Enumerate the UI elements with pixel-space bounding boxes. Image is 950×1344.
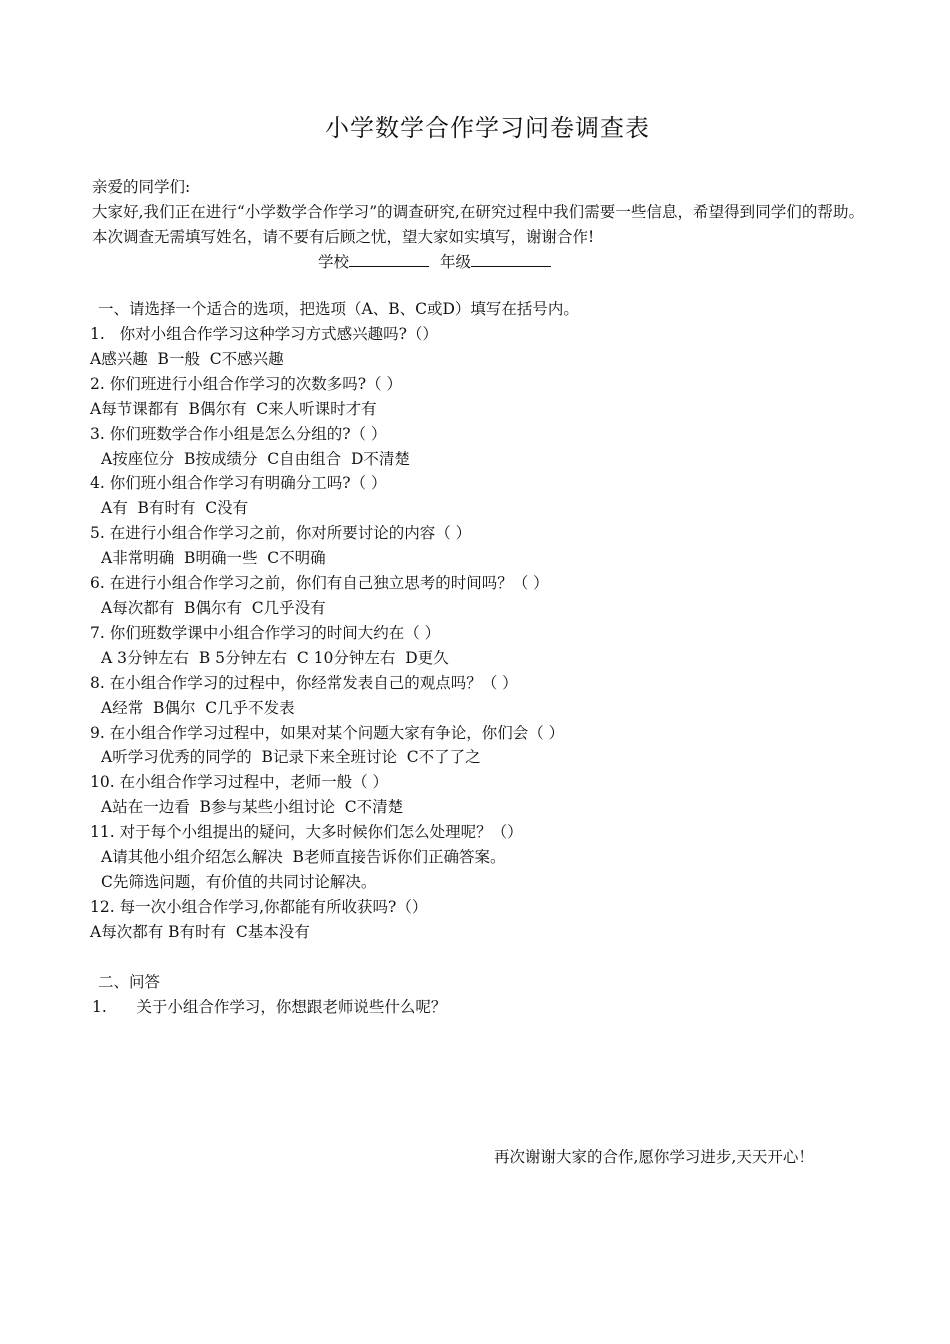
question-text: 8. 在小组合作学习的过程中，你经常发表自己的观点吗？（ ） bbox=[90, 673, 518, 692]
qa-item: 1. 关于小组合作学习，你想跟老师说些什么呢？ bbox=[92, 998, 447, 1016]
question-options: A有 B有时有 C没有 bbox=[101, 499, 249, 518]
question-text: 6. 在进行小组合作学习之前，你们有自己独立思考的时间吗？（ ） bbox=[90, 574, 549, 593]
question-text: 3. 你们班数学合作小组是怎么分组的?（ ） bbox=[90, 424, 387, 443]
section2-heading: 二、问答 bbox=[98, 973, 161, 991]
greeting: 亲爱的同学们: bbox=[92, 178, 191, 196]
question-options: C先筛选问题，有价值的共同讨论解决。 bbox=[101, 872, 377, 891]
school-grade-line bbox=[318, 250, 557, 275]
intro-paragraph: 大家好,我们正在进行“小学数学合作学习”的调查研究,在研究过程中我们需要一些信息，希望得到同学们的帮助。本次调查无需填写姓名，请不要有后顾之忧，望大家如实填写，谢谢合作! bbox=[92, 203, 864, 246]
grade-label: 年级 bbox=[439, 253, 471, 271]
question-text: 2. 你们班进行小组合作学习的次数多吗?（ ） bbox=[90, 374, 402, 393]
question-text: 5. 在进行小组合作学习之前，你对所要讨论的内容（ ） bbox=[90, 524, 472, 543]
school-label: 学校 bbox=[318, 253, 350, 271]
question-text: 12. 每一次小组合作学习,你都能有所收获吗?（） bbox=[90, 897, 428, 916]
question-text: 11. 对于每个小组提出的疑问，大多时候你们怎么处理呢？（） bbox=[90, 823, 523, 842]
question-options: A非常明确 B明确一些 C不明确 bbox=[101, 549, 326, 568]
question-options: A站在一边看 B参与某些小组讨论 C不清楚 bbox=[101, 798, 404, 817]
question-options: A每次都有 B偶尔有 C几乎没有 bbox=[101, 598, 326, 617]
question-options: A听学习优秀的同学的 B记录下来全班讨论 C不了了之 bbox=[101, 748, 481, 767]
question-options: A每次都有 B有时有 C基本没有 bbox=[90, 922, 310, 941]
grade-blank[interactable] bbox=[471, 251, 551, 267]
question-list bbox=[90, 322, 870, 945]
question-text: 9. 在小组合作学习过程中，如果对某个问题大家有争论，你们会（ ） bbox=[90, 723, 565, 742]
school-blank[interactable] bbox=[349, 251, 429, 267]
section1-heading: 一、请选择一个适合的选项，把选项（A、B、C或D）填写在括号内。 bbox=[98, 300, 579, 318]
question-options: A感兴趣 B一般 C不感兴趣 bbox=[90, 349, 284, 368]
question-text: 7. 你们班数学课中小组合作学习的时间大约在（ ） bbox=[90, 623, 441, 642]
question-text: 4. 你们班小组合作学习有明确分工吗?（ ） bbox=[90, 474, 387, 493]
question-options: A按座位分 B按成绩分 C自由组合 D不清楚 bbox=[101, 449, 410, 468]
question-options: A请其他小组介绍怎么解决 B老师直接告诉你们正确答案。 bbox=[101, 848, 506, 867]
question-text: 1. 你对小组合作学习这种学习方式感兴趣吗?（） bbox=[90, 325, 438, 343]
page-title: 小学数学合作学习问卷调查表 bbox=[325, 114, 650, 142]
question-options: A 3分钟左右 B 5分钟左右 C 10分钟左右 D更久 bbox=[101, 648, 449, 667]
closing-text: 再次谢谢大家的合作,愿你学习进步,天天开心！ bbox=[494, 1148, 814, 1166]
question-options: A经常 B偶尔 C几乎不发表 bbox=[101, 698, 295, 717]
question-options: A每节课都有 B偶尔有 C来人听课时才有 bbox=[90, 399, 377, 418]
question-text: 10. 在小组合作学习过程中，老师一般（ ） bbox=[90, 773, 389, 792]
